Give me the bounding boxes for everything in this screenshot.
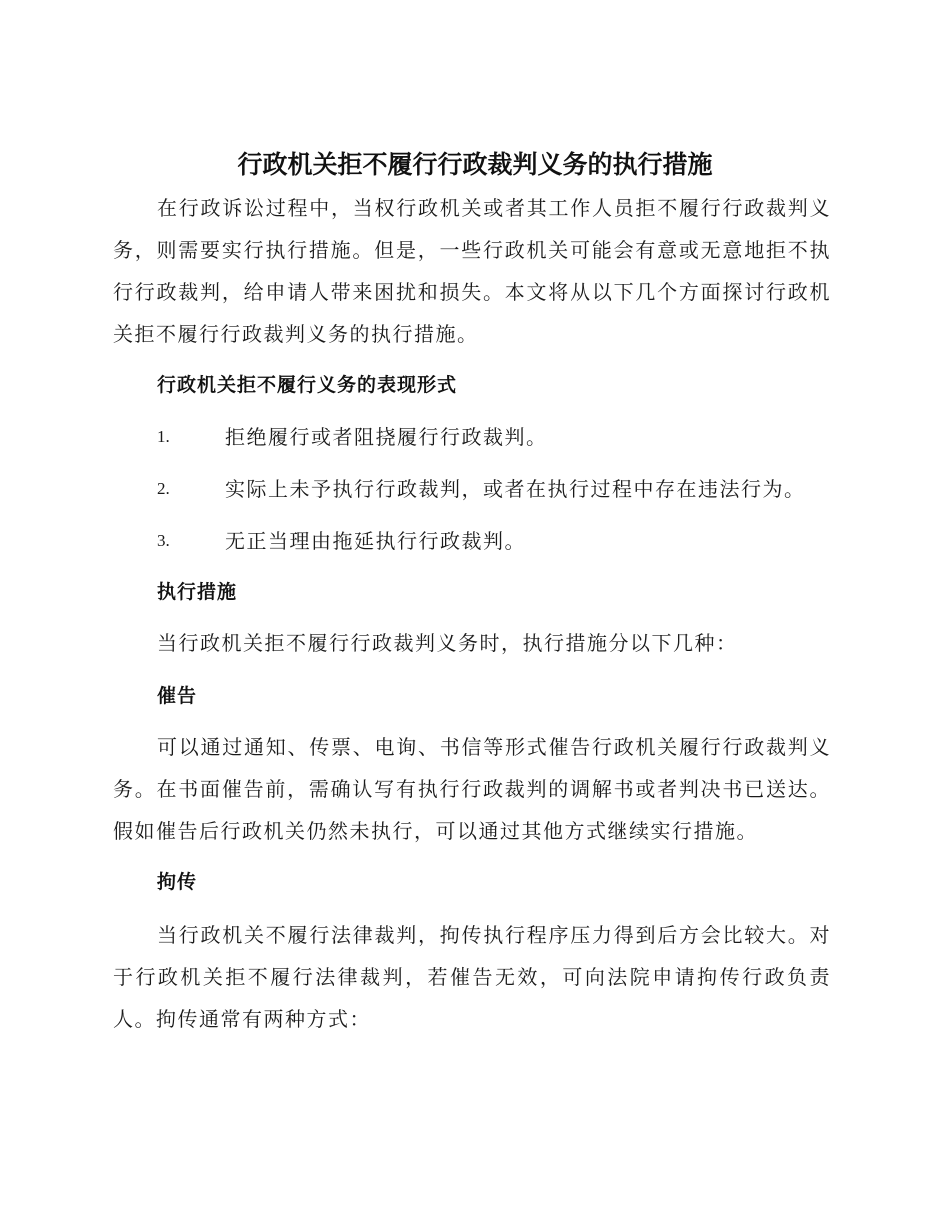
list-item-number: 3. (157, 531, 170, 550)
section-heading-forms: 行政机关拒不履行义务的表现形式 (157, 374, 458, 396)
document-title: 行政机关拒不履行行政裁判义务的执行措施 (237, 150, 713, 179)
section-heading-reminder: 催告 (157, 685, 198, 707)
list-item-number: 2. (157, 479, 170, 498)
list-item-number: 1. (157, 427, 170, 446)
list-item-text: 无正当理由拖延执行行政裁判。 (225, 529, 526, 553)
list-item (157, 526, 837, 556)
section-heading-summons: 拘传 (157, 871, 198, 893)
measures-paragraph: 当行政机关拒不履行行政裁判义务时，执行措施分以下几种： (157, 631, 738, 655)
list-item (157, 474, 837, 504)
list-item-text: 拒绝履行或者阻挠履行行政裁判。 (225, 425, 548, 449)
list-item-text: 实际上未予执行行政裁判，或者在执行过程中存在违法行为。 (225, 477, 806, 501)
reminder-paragraph: 可以通过通知、传票、电询、书信等形式催告行政机关履行行政裁判义务。在书面催告前，需确认写有执行行政裁判的调解书或者判决书已送达。假如催告后行政机关仍然未执行，可以通过其他方式继续实行措施。 (113, 735, 831, 843)
section-heading-measures: 执行措施 (157, 581, 238, 603)
summons-paragraph: 当行政机关不履行法律裁判，拘传执行程序压力得到后方会比较大。对于行政机关拒不履行法律裁判，若催告无效，可向法院申请拘传行政负责人。拘传通常有两种方式： (113, 923, 831, 1031)
intro-paragraph: 在行政诉讼过程中，当权行政机关或者其工作人员拒不履行行政裁判义务，则需要实行执行措施。但是，一些行政机关可能会有意或无意地拒不执行行政裁判，给申请人带来困扰和损失。本文将从以下几个方面探讨行政机关拒不履行行政裁判义务的执行措施。 (113, 196, 831, 346)
list-item (157, 422, 837, 452)
